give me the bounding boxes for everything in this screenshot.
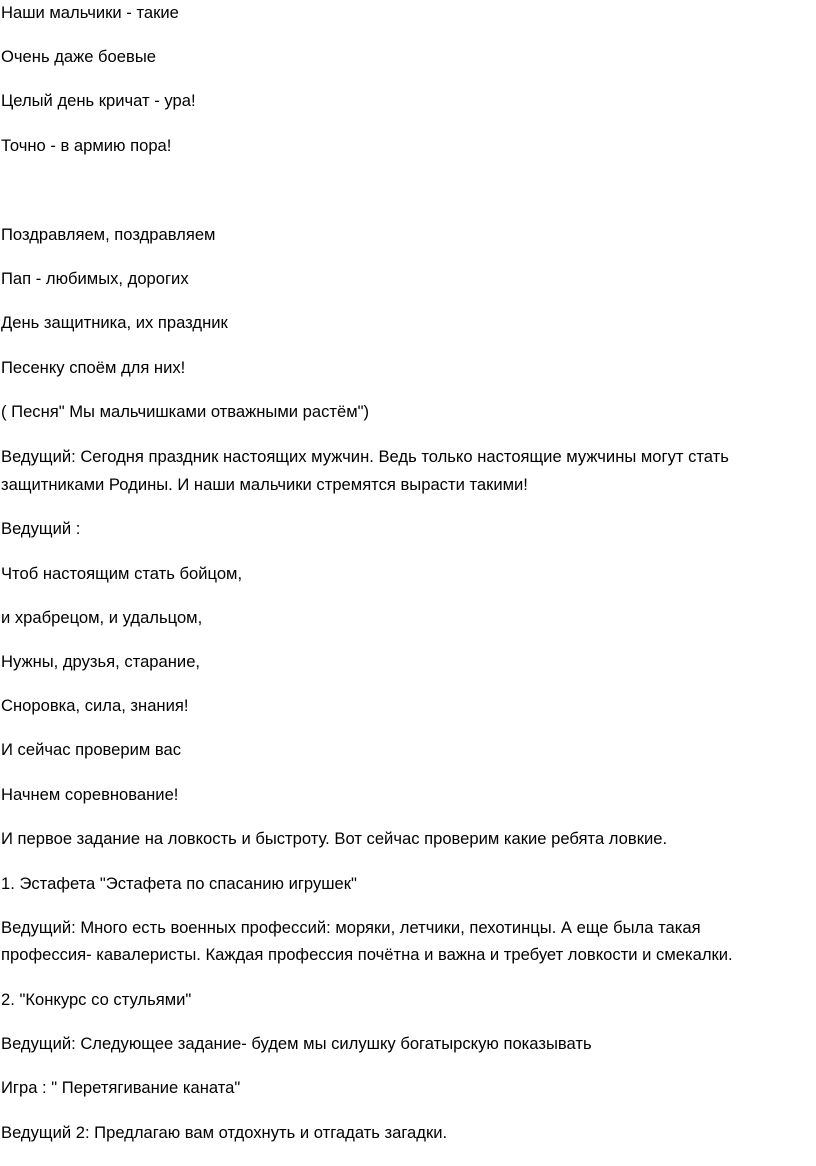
poem-line: Пап - любимых, дорогих: [1, 269, 189, 288]
contest-item-1: 1. Эстафета "Эстафета по спасанию игрушек": [1, 874, 357, 893]
poem-line: Наши мальчики - такие: [1, 3, 179, 22]
poem-line: Нужны, друзья, старание,: [1, 652, 201, 671]
poem-line: Точно - в армию пора!: [1, 136, 172, 155]
host-speech-line: профессия- кавалеристы. Каждая профессия почётна и важна и требует ловкости и смекалки.: [1, 945, 733, 964]
poem-line: Очень даже боевые: [1, 47, 156, 66]
poem-line: Начнем соревнование!: [1, 785, 179, 804]
host-speech-line: Ведущий: Следующее задание- будем мы силушку богатырскую показывать: [1, 1034, 592, 1053]
host-speech-line: защитниками Родины. И наши мальчики стремятся вырасти такими!: [1, 475, 528, 494]
poem-line: и храбрецом, и удальцом,: [1, 608, 203, 627]
poem-line: Целый день кричат - ура!: [1, 91, 196, 110]
poem-line: Поздравляем, поздравляем: [1, 225, 216, 244]
poem-line: Сноровка, сила, знания!: [1, 696, 189, 715]
poem-line: Чтоб настоящим стать бойцом,: [1, 564, 243, 583]
poem-line: День защитника, их праздник: [1, 313, 228, 332]
host-speech-line: Ведущий: Много есть военных профессий: моряки, летчики, пехотинцы. А еще была такая: [1, 918, 701, 937]
host-2-speech-line: Ведущий 2: Предлагаю вам отдохнуть и отгадать загадки.: [1, 1123, 448, 1142]
poem-line: Песенку споём для них!: [1, 358, 186, 377]
song-title: ( Песня" Мы мальчишками отважными растём"): [1, 402, 370, 421]
task-intro: И первое задание на ловкость и быстроту. Вот сейчас проверим какие ребята ловкие.: [1, 829, 668, 848]
game-title: Игра : " Перетягивание каната": [1, 1078, 241, 1097]
contest-item-2: 2. "Конкурс со стульями": [1, 990, 192, 1009]
host-speech-line: Ведущий: Сегодня праздник настоящих мужчин. Ведь только настоящие мужчины могут стать: [1, 447, 729, 466]
host-label: Ведущий :: [1, 519, 81, 538]
poem-line: И сейчас проверим вас: [1, 740, 182, 759]
